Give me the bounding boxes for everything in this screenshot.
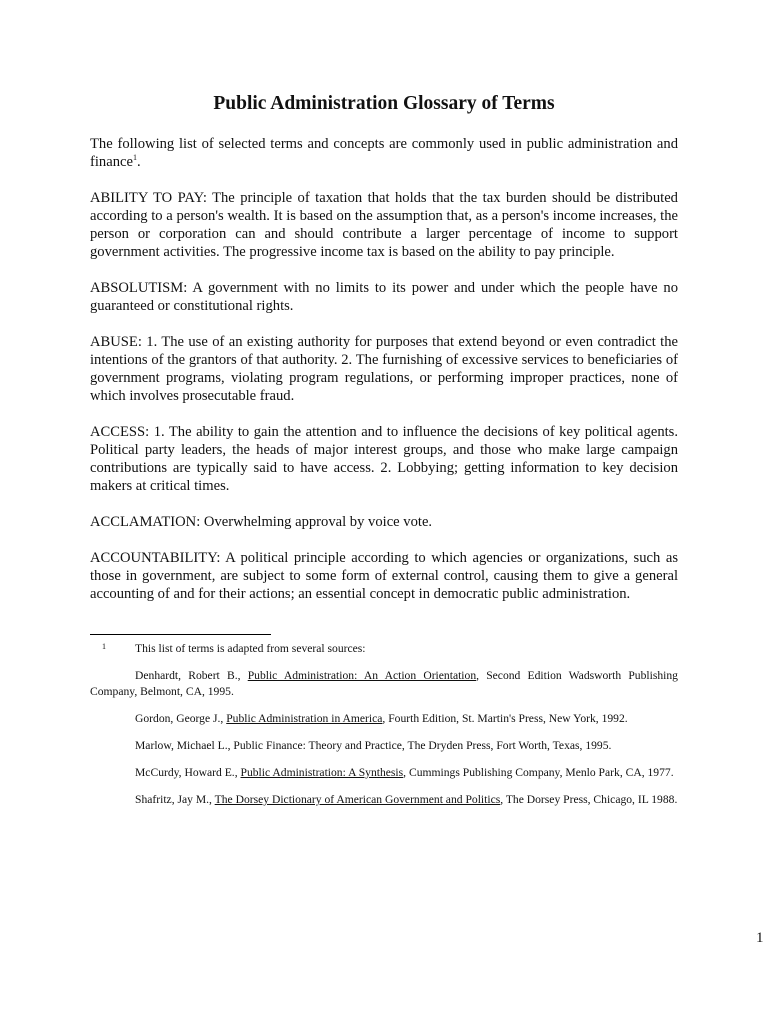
entry-definition: 1. The ability to gain the attention and to influence the decisions of key political agents. Political party leaders, the heads of major interest groups, and those who make large campaign contributions are typically said to have access. 2. Lobbying; getting information to key decision makers at critical times.	[90, 424, 678, 494]
footnote-source	[90, 738, 678, 754]
footnote-source	[90, 765, 678, 781]
source-author: McCurdy, Howard E.,	[135, 766, 241, 779]
footnotes	[90, 641, 678, 819]
source-title: Public Administration: An Action Orientation	[247, 669, 477, 682]
glossary-entry-accountability	[90, 549, 678, 603]
glossary-entry-abuse	[90, 333, 678, 405]
footnote-reference[interactable]: 1	[132, 153, 137, 163]
entry-definition: Overwhelming approval by voice vote.	[200, 514, 433, 530]
footnote-source	[90, 792, 678, 808]
entry-term: ABILITY TO PAY:	[90, 190, 207, 206]
intro-paragraph	[90, 135, 678, 171]
source-publisher: , The Dorsey Press, Chicago, IL 1988.	[500, 793, 678, 806]
footnote-source	[90, 668, 678, 700]
entry-term: ABSOLUTISM:	[90, 280, 188, 296]
entry-definition: A government with no limits to its power and under which the people have no guaranteed or constitutional rights.	[90, 280, 678, 314]
source-title: Public Administration: A Synthesis	[240, 766, 404, 779]
entry-term: ACCESS:	[90, 424, 150, 440]
footnote-intro: This list of terms is adapted from several sources:	[135, 642, 366, 655]
page-title: Public Administration Glossary of Terms	[213, 93, 555, 114]
glossary-entry-access	[90, 423, 678, 495]
footnote-divider	[90, 634, 271, 635]
source-author: Gordon, George J.,	[135, 712, 227, 725]
entry-term: ACCLAMATION:	[90, 514, 201, 530]
glossary-body	[90, 135, 678, 621]
footnote-header	[90, 641, 678, 657]
intro-text: The following list of selected terms and concepts are commonly used in public administration and finance	[90, 136, 678, 170]
page-number: 1	[756, 930, 764, 946]
intro-end: .	[136, 154, 141, 170]
footnote-source	[90, 711, 678, 727]
source-author: Denhardt, Robert B.,	[135, 669, 248, 682]
glossary-entry-absolutism	[90, 279, 678, 315]
source-title: The Dorsey Dictionary of American Government and Politics	[214, 793, 501, 806]
source-publisher: , Fourth Edition, St. Martin's Press, New York, 1992.	[382, 712, 628, 725]
entry-term: ACCOUNTABILITY:	[90, 550, 221, 566]
source-author: Shafritz, Jay M.,	[135, 793, 215, 806]
entry-definition: 1. The use of an existing authority for purposes that extend beyond or even contradict the intentions of the grantors of that authority. 2. The furnishing of excessive services to beneficiaries of government programs, violating program regulations, or performing improper practices, none of which involves prosecutable fraud.	[90, 334, 678, 404]
source-title: Public Administration in America	[226, 712, 383, 725]
source-citation: Marlow, Michael L., Public Finance: Theory and Practice, The Dryden Press, Fort Worth, Texas, 1995.	[135, 739, 612, 752]
source-publisher: , Cummings Publishing Company, Menlo Park, CA, 1977.	[403, 766, 674, 779]
entry-definition: The principle of taxation that holds that the tax burden should be distributed according to a person's wealth. It is based on the assumption that, as a person's income increases, the person or corporation can and should contribute a larger percentage of income to support government activities. The progressive income tax is based on the ability to pay principle.	[90, 190, 678, 260]
entry-definition: A political principle according to which agencies or organizations, such as those in government, are subject to some form of external control, causing them to give a general accounting of and for their actions; an essential concept in democratic public administration.	[90, 550, 678, 602]
source-publisher: , Second Edition Wadsworth Publishing Company, Belmont, CA, 1995.	[90, 669, 678, 698]
glossary-entry-ability-to-pay	[90, 189, 678, 261]
glossary-entry-acclamation	[90, 513, 678, 531]
footnote-marker: 1	[102, 642, 106, 651]
entry-term: ABUSE:	[90, 334, 142, 350]
